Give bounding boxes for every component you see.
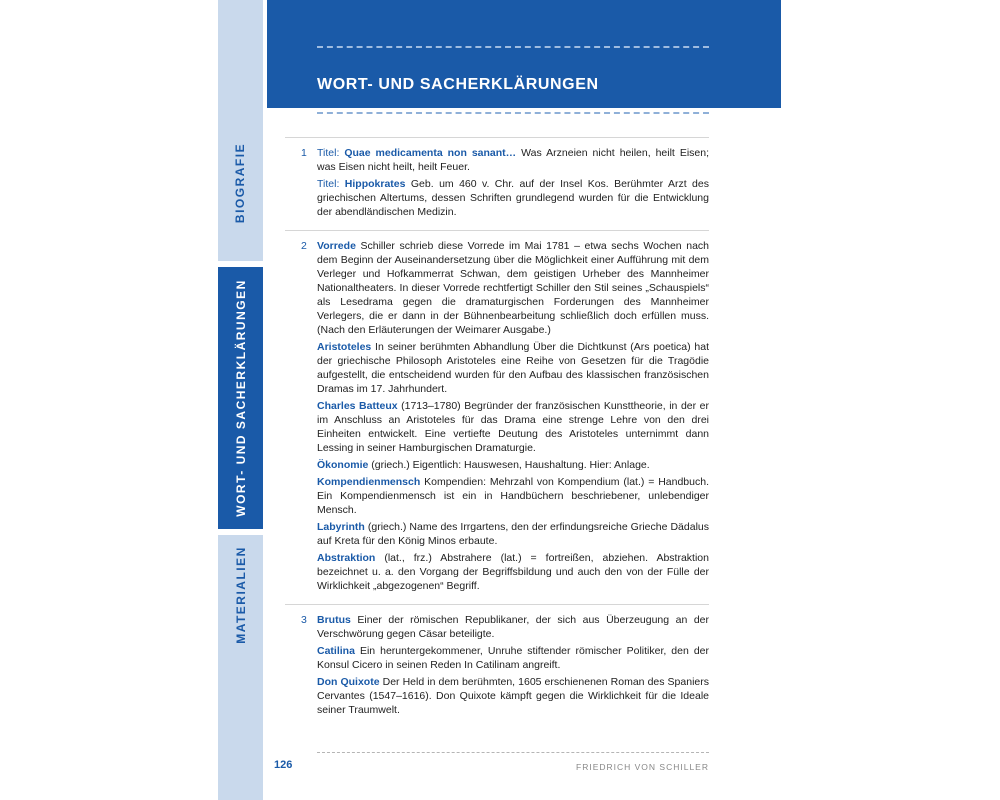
glossary-entry (285, 137, 709, 230)
term-definition: (griech.) Name des Irrgartens, den der erfindungsreiche Grieche Dädalus auf Kreta für den König Minos erbaute. (317, 521, 709, 547)
glossary-term: Aristoteles (317, 341, 372, 353)
tab-label-biografie: BIOGRAFIE (233, 142, 248, 224)
glossary-paragraph (317, 458, 709, 472)
glossary-paragraph (317, 644, 709, 672)
glossary-term: Labyrinth (317, 521, 365, 533)
term-definition: Geb. um 460 v. Chr. auf der Insel Kos. Berühmter Arzt des griechischen Altertums, dessen Schriften grundlegend wurden für die Entwicklung der abendländischen Medizin. (317, 178, 709, 218)
glossary-paragraph (317, 475, 709, 517)
glossary-paragraph (317, 146, 709, 174)
glossary-entry (285, 604, 709, 728)
term-definition: (lat., frz.) Abstrahere (lat.) = fortreißen, abziehen. Abstraktion bezeichnet u. a. den Vorgang der Begriffsbildung und auch den von der Fülle der Wirklichkeit „abgezogenen“ Begriff. (317, 552, 709, 592)
glossary-term: Vorrede (317, 240, 356, 252)
running-footer-author: FRIEDRICH VON SCHILLER (576, 762, 709, 772)
page-number: 126 (274, 759, 293, 771)
entry-line-number: 1 (301, 147, 307, 159)
tab-wort-und-sacherklaerungen[interactable] (218, 267, 263, 529)
glossary-term: Charles Batteux (317, 400, 398, 412)
term-prefix: Titel: (317, 147, 345, 159)
term-definition: Der Held in dem berühmten, 1605 erschienenen Roman des Spaniers Cervantes (1547–1616). Don Quixote kämpft gegen die Wirklichkeit für die Ideale seiner Traumwelt. (317, 676, 709, 716)
header-dashed-rule-bottom (317, 112, 709, 114)
term-definition: Kompendien: Mehrzahl von Kompendium (lat.) = Handbuch. Ein Kompendienmensch ist ein in Handbüchern beschriebener, unlebendiger Mensch. (317, 476, 709, 516)
glossary-entry (285, 230, 709, 604)
glossary-paragraph (317, 239, 709, 337)
term-definition: (1713–1780) Begründer der französischen Kunsttheorie, in der er im Anschluss an Aristoteles für das Drama eine strenge Lehre von den drei Einheiten entwickelt. Eine vertiefte Deutung des Aristoteles unternimmt dann Lessing in seiner Hamburgischen Dramaturgie. (317, 400, 709, 454)
glossary-paragraph (317, 399, 709, 455)
entry-line-number: 2 (301, 240, 307, 252)
glossary-term: Abstraktion (317, 552, 376, 564)
term-definition: Ein heruntergekommener, Unruhe stiftender römischer Politiker, den der Konsul Cicero in seinen Reden In Catilinam angreift. (317, 645, 709, 671)
glossary-paragraph (317, 551, 709, 593)
glossary-term: Kompendienmensch (317, 476, 421, 488)
chapter-header (267, 0, 781, 108)
glossary-paragraph (317, 177, 709, 219)
glossary-term: Don Quixote (317, 676, 380, 688)
glossary-content (285, 137, 709, 728)
term-definition: In seiner berühmten Abhandlung Über die Dichtkunst (Ars poetica) hat der griechische Philosoph Aristoteles eine Reihe von Gesetzen für die Tragödie aufgestellt, die entscheidend wurden für den Aufbau des klassischen französischen Dramas im 17. Jahrhundert. (317, 341, 709, 395)
tab-label-materialien: MATERIALIEN (233, 546, 248, 644)
section-sidebar (218, 0, 263, 800)
glossary-paragraph (317, 613, 709, 641)
glossary-term: Ökonomie (317, 459, 369, 471)
header-dashed-rule (317, 46, 709, 48)
glossary-term: Catilina (317, 645, 355, 657)
glossary-term: Quae medicamenta non sanant… (344, 147, 517, 159)
entry-line-number: 3 (301, 614, 307, 626)
tab-label-wort-und-sacherklaerungen: WORT- UND SACHERKLÄRUNGEN (233, 279, 248, 517)
glossary-term: Brutus (317, 614, 351, 626)
term-definition: Was Arzneien nicht heilen, heilt Eisen; was Eisen nicht heilt, heilt Feuer. (317, 147, 709, 173)
glossary-paragraph (317, 675, 709, 717)
tab-materialien[interactable] (218, 535, 263, 655)
glossary-paragraph (317, 340, 709, 396)
term-prefix: Titel: (317, 178, 345, 190)
term-definition: Einer der römischen Republikaner, der sich aus Überzeugung an der Verschwörung gegen Cäsar beteiligte. (317, 614, 709, 640)
glossary-term: Hippokrates (344, 178, 406, 190)
tab-biografie[interactable] (218, 105, 263, 261)
term-definition: Schiller schrieb diese Vorrede im Mai 1781 – etwa sechs Wochen nach dem Beginn der Auseinandersetzung über die Möglichkeit einer Aufführung mit dem Verleger und Hofkammerrat Schwan, dem geistigen Urheber des Mannheimer Nationaltheaters. In dieser Vorrede rechtfertigt Schiller den Stil seines „Schauspiels“ als Lesedrama gegen die dramaturgischen Forderungen des Mannheimer Verlegers, die er dann in der Bühnenbearbeitung schließlich doch erfüllen muss. (Nach den Erläuterungen der Weimarer Ausgabe.) (317, 240, 709, 336)
term-definition: (griech.) Eigentlich: Hauswesen, Haushaltung. Hier: Anlage. (368, 459, 650, 471)
footer-dashed-rule (317, 752, 709, 753)
glossary-paragraph (317, 520, 709, 548)
page-title: WORT- UND SACHERKLÄRUNGEN (317, 76, 599, 93)
